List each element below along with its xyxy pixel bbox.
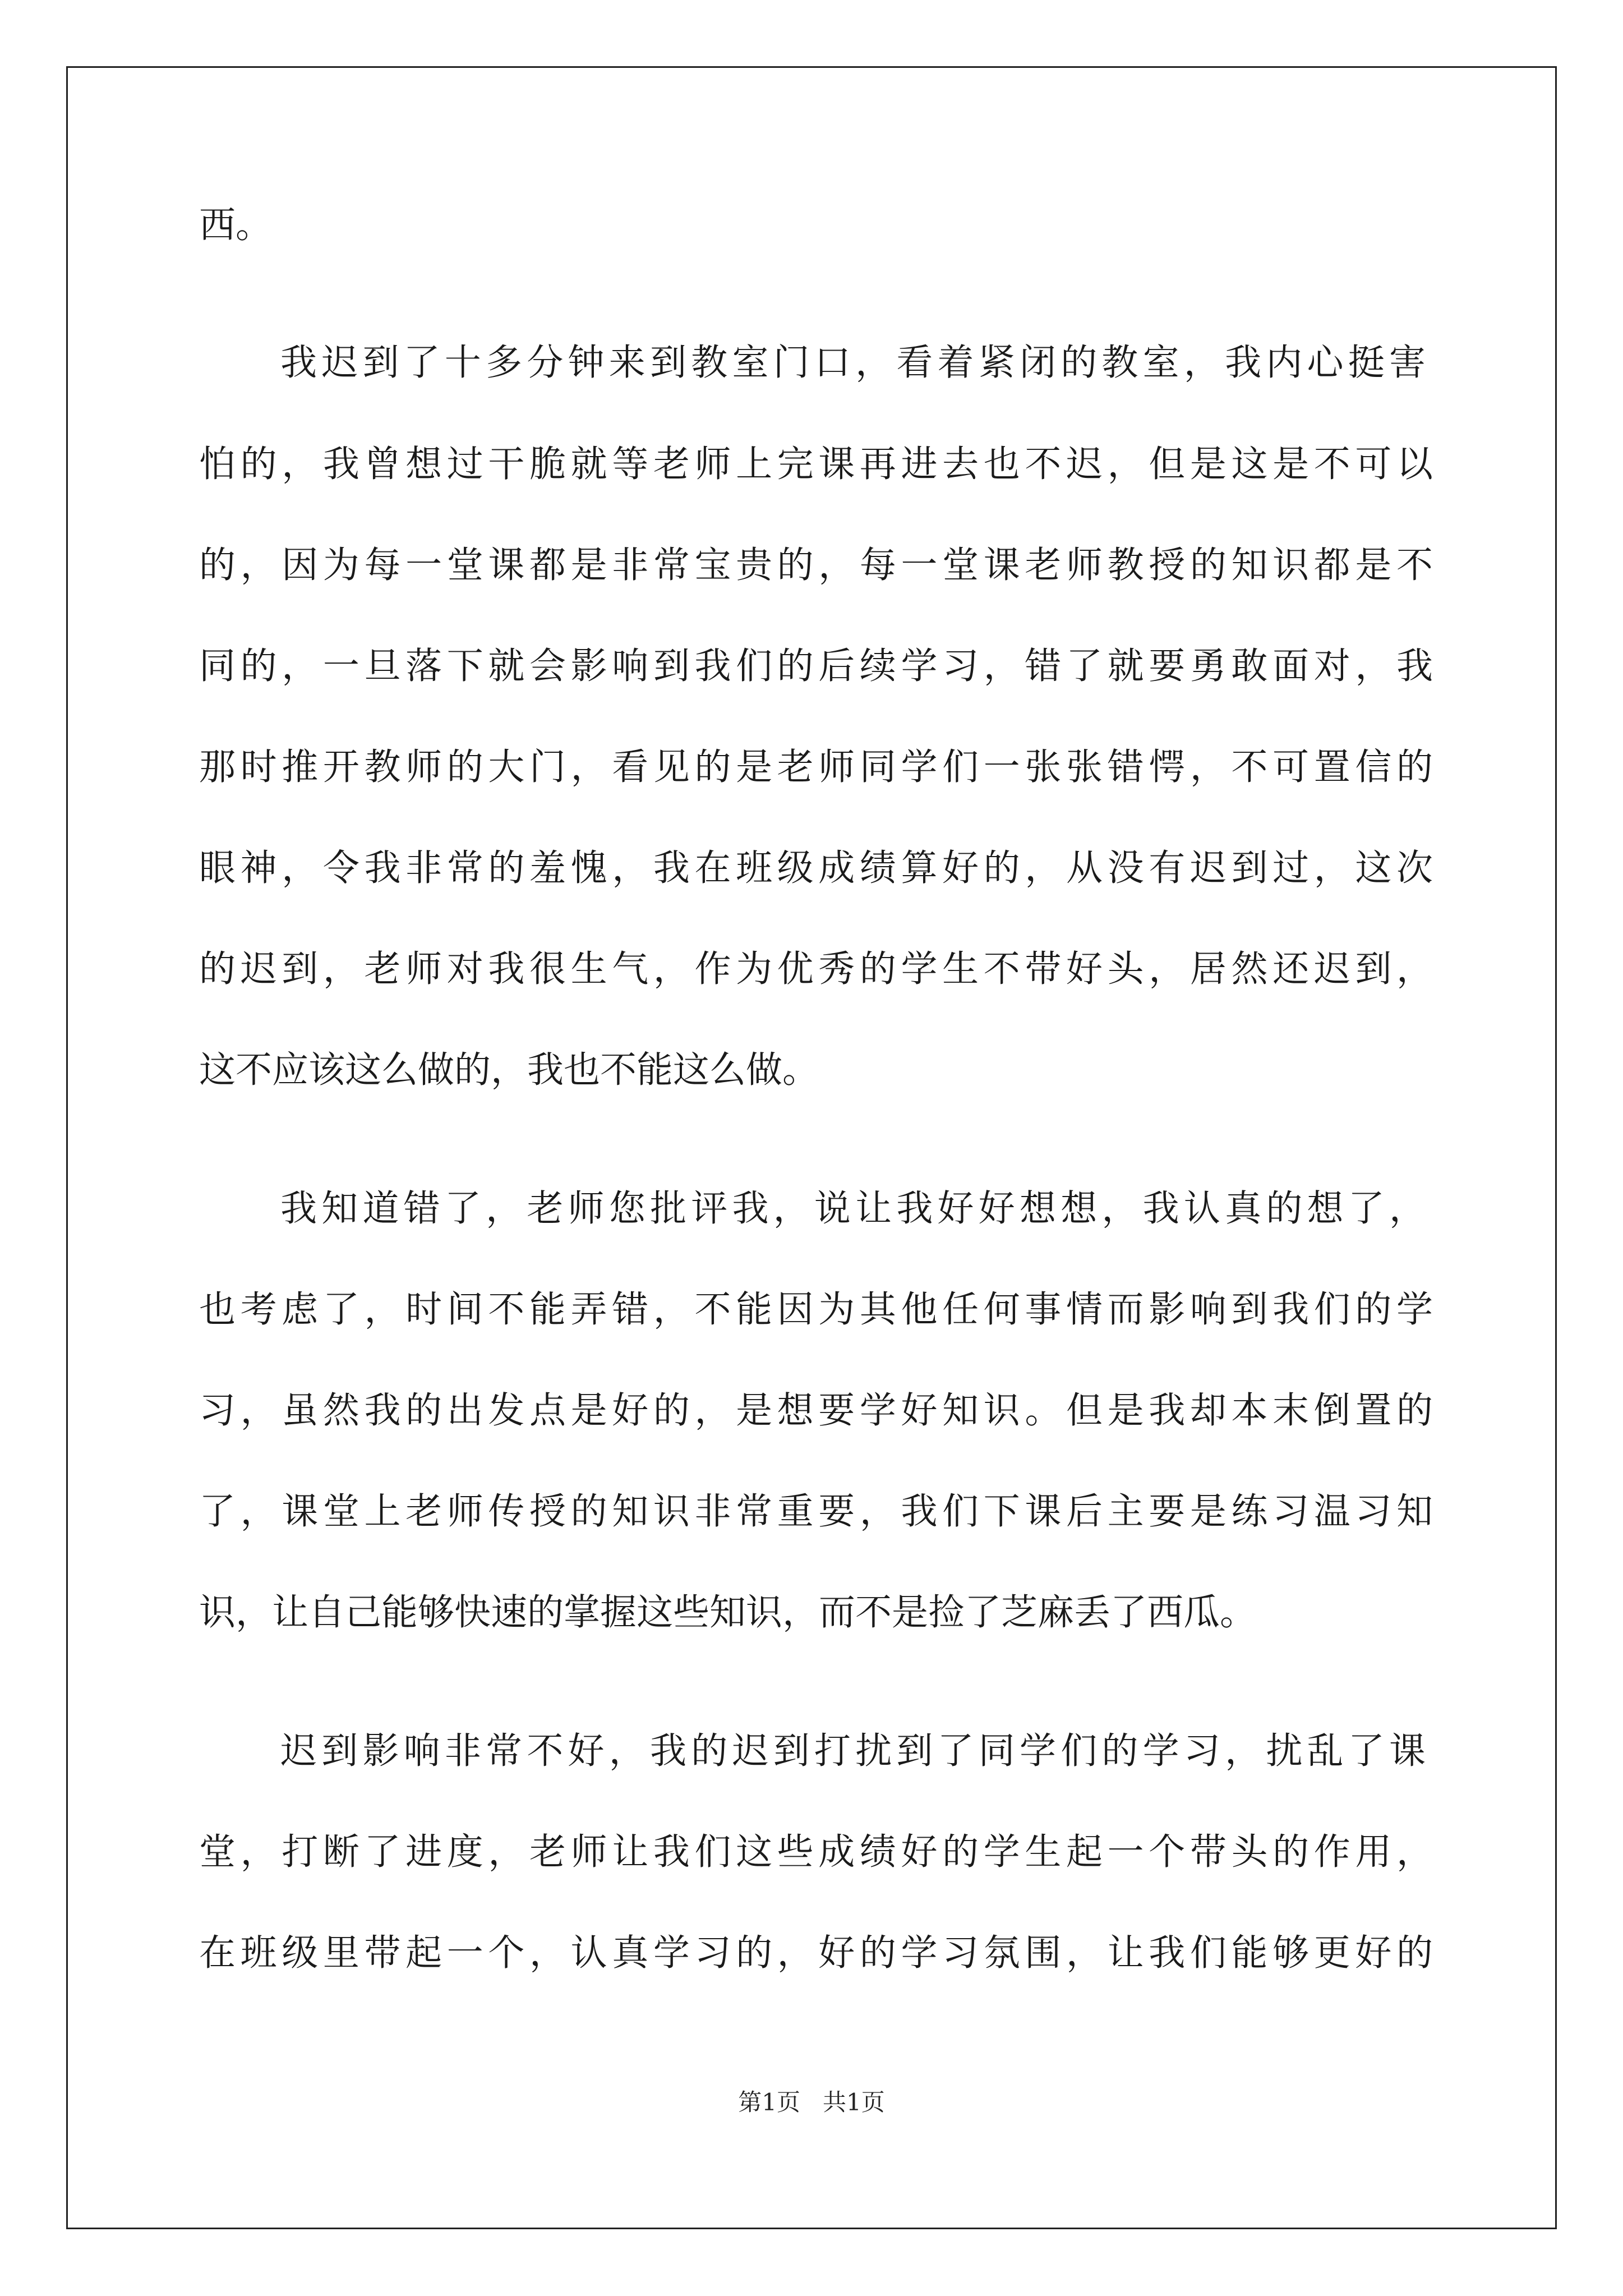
text-line: 怕的，我曾想过干脆就等老师上完课再进去也不迟，但是这是不可以 — [199, 443, 1433, 485]
text-line: 的迟到，老师对我很生气，作为优秀的学生不带好头，居然还迟到， — [199, 948, 1433, 990]
page-number-footer: 第1页 共1页 — [738, 2088, 885, 2116]
page-border — [66, 66, 1557, 2229]
text-line: 我知道错了，老师您批评我，说让我好好想想，我认真的想了， — [280, 1188, 1426, 1230]
text-line: 那时推开教师的大门，看见的是老师同学们一张张错愕，不可置信的 — [199, 746, 1433, 788]
text-line: 西。 — [199, 204, 273, 246]
text-line: 这不应该这么做的，我也不能这么做。 — [199, 1049, 819, 1091]
text-line: 也考虑了，时间不能弄错，不能因为其他任何事情而影响到我们的学 — [199, 1289, 1433, 1331]
text-line: 迟到影响非常不好，我的迟到打扰到了同学们的学习，扰乱了课 — [280, 1730, 1426, 1772]
text-line: 的，因为每一堂课都是非常宝贵的，每一堂课老师教授的知识都是不 — [199, 544, 1433, 586]
text-line: 我迟到了十多分钟来到教室门口，看着紧闭的教室，我内心挺害 — [280, 342, 1426, 384]
text-line: 眼神，令我非常的羞愧，我在班级成绩算好的，从没有迟到过，这次 — [199, 847, 1433, 889]
text-line: 堂，打断了进度，老师让我们这些成绩好的学生起一个带头的作用， — [199, 1831, 1433, 1873]
text-line: 识，让自己能够快速的掌握这些知识，而不是捡了芝麻丢了西瓜。 — [199, 1591, 1257, 1634]
text-line: 同的，一旦落下就会影响到我们的后续学习，错了就要勇敢面对，我 — [199, 645, 1433, 687]
text-line: 了，课堂上老师传授的知识非常重要，我们下课后主要是练习温习知 — [199, 1490, 1433, 1533]
text-line: 在班级里带起一个，认真学习的，好的学习氛围，让我们能够更好的 — [199, 1932, 1433, 1974]
text-line: 习，虽然我的出发点是好的，是想要学好知识。但是我却本末倒置的 — [199, 1389, 1433, 1432]
